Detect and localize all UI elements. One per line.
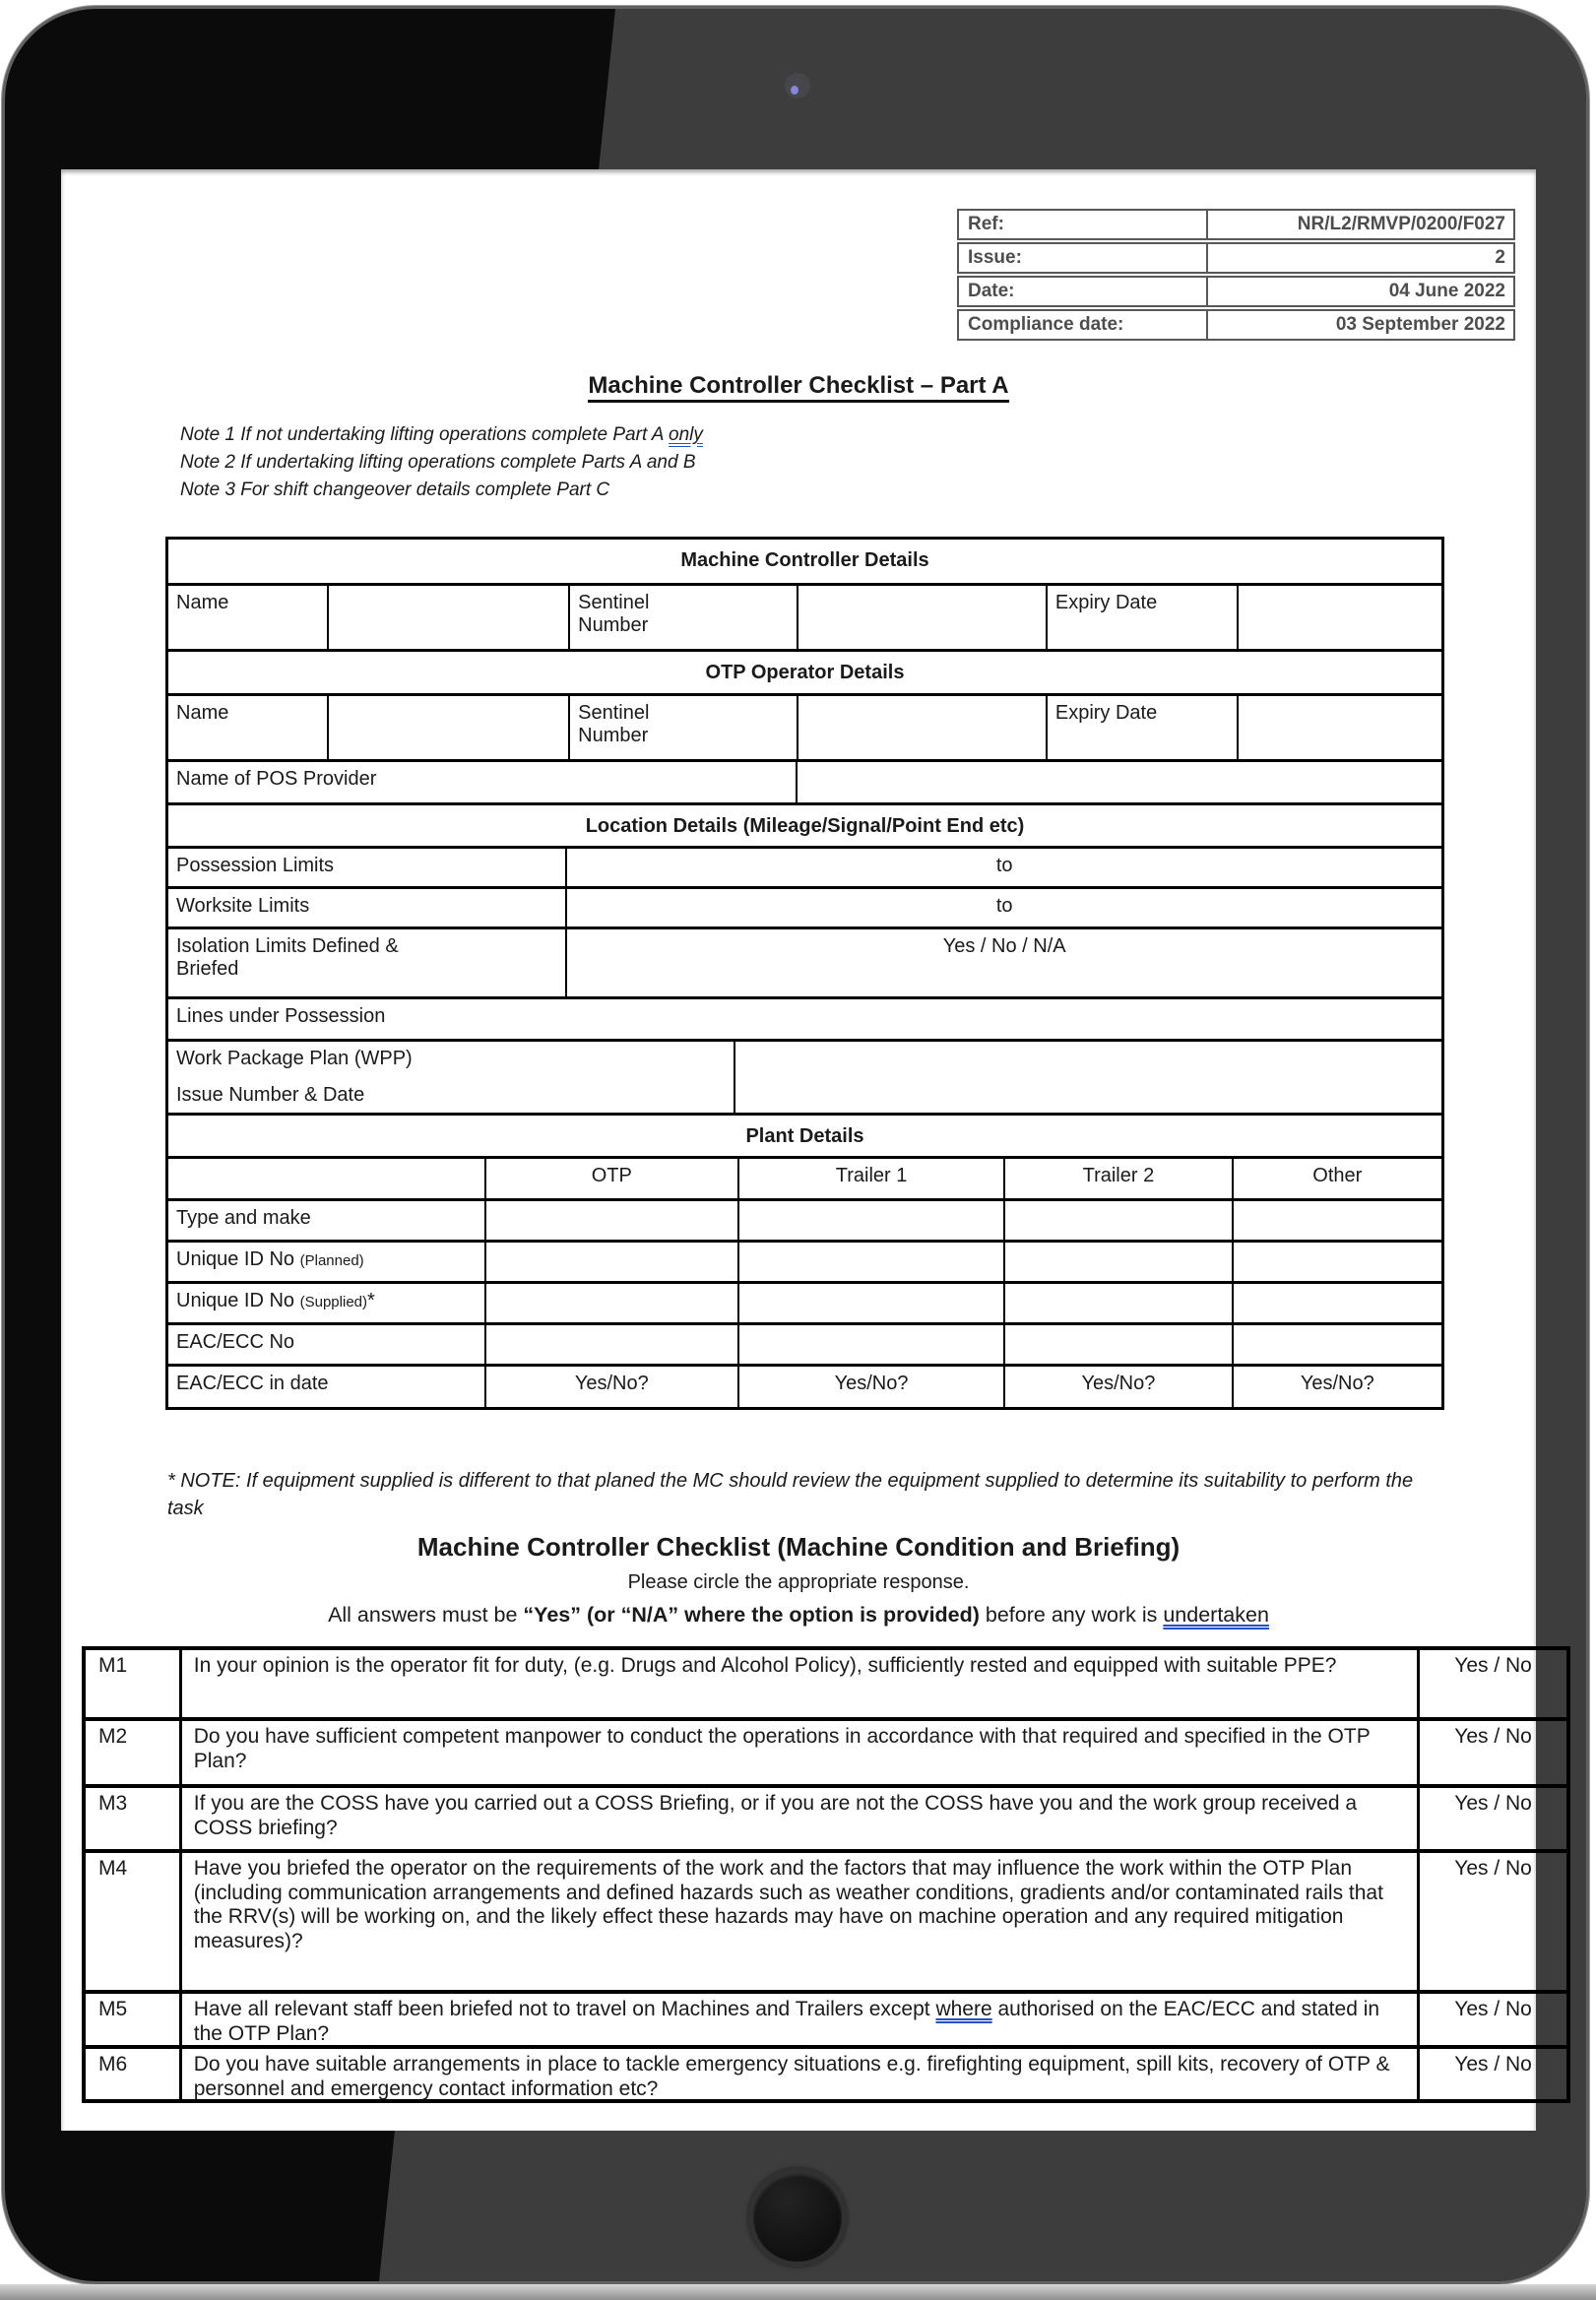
expiry-input-cell bbox=[1237, 586, 1441, 649]
name-label: Name bbox=[176, 702, 229, 724]
input-cell bbox=[1003, 1325, 1231, 1364]
type-make-row bbox=[168, 1198, 1441, 1240]
date-label: Date: bbox=[959, 278, 1208, 305]
where-link[interactable]: where bbox=[935, 1998, 992, 2020]
plant-details-header: Plant Details bbox=[745, 1125, 864, 1147]
yes-no-answer: Yes / No bbox=[1417, 2049, 1566, 2099]
question-text: Do you have suitable arrangements in place to tackle emergency situations e.g. firefighting equipment, spill kits, recovery of OTP & personnel and emergency contact information etc? bbox=[179, 2049, 1417, 2099]
checklist-row-m2 bbox=[86, 1717, 1566, 1784]
input-cell bbox=[484, 1243, 737, 1281]
notes-block bbox=[180, 421, 703, 504]
wpp-input-cell bbox=[734, 1042, 1441, 1113]
possession-limits-label: Possession Limits bbox=[176, 855, 335, 876]
instruction-line: All answers must be “Yes” (or “N/A” where the option is provided) before any work is undertaken bbox=[328, 1603, 1269, 1627]
input-cell bbox=[1232, 1284, 1441, 1322]
page-title: Machine Controller Checklist – Part A bbox=[61, 372, 1536, 400]
section-header-row bbox=[168, 649, 1441, 693]
input-cell bbox=[1003, 1201, 1231, 1240]
wpp-label bbox=[168, 1042, 734, 1113]
undertaken-link[interactable]: undertaken bbox=[1163, 1603, 1269, 1627]
reference-table bbox=[957, 209, 1515, 341]
row-id: M1 bbox=[98, 1654, 128, 1677]
row-id: M3 bbox=[98, 1792, 128, 1815]
name-input-cell bbox=[327, 696, 568, 759]
yes-no-answer: Yes / No bbox=[1417, 1721, 1566, 1784]
lines-under-possession-row bbox=[168, 996, 1441, 1039]
plant-col-trailer2: Trailer 2 bbox=[1003, 1159, 1231, 1198]
question-text: Have you briefed the operator on the requirements of the work and the factors that may influence the work within the OTP Plan (including communication arrangements and defined hazards such as weather conditions, gradients and/or contaminated rails that the RRV(s) will be working on, and the likely effect these hazards may have on machine operation and any required mitigation measures)? bbox=[179, 1853, 1417, 1990]
home-button[interactable] bbox=[748, 2168, 847, 2267]
yes-no-answer: Yes / No bbox=[1417, 1788, 1566, 1849]
note-1-link[interactable]: only bbox=[669, 424, 703, 445]
input-cell bbox=[737, 1201, 1003, 1240]
footnote: * NOTE: If equipment supplied is different to that planed the MC should review the equipment supplied to determine its suitability to perform the task bbox=[167, 1470, 1414, 1519]
mc-details-header: Machine Controller Details bbox=[680, 549, 929, 571]
yes-no-cell: Yes/No? bbox=[484, 1367, 737, 1407]
name-label: Name bbox=[176, 592, 229, 613]
document-page bbox=[61, 169, 1536, 2131]
name-input-cell bbox=[327, 586, 568, 649]
isolation-limits-value: Yes / No / N/A bbox=[565, 929, 1441, 996]
eac-ecc-in-date-row bbox=[168, 1364, 1441, 1407]
issue-label: Issue: bbox=[959, 244, 1208, 272]
plant-col-other: Other bbox=[1232, 1159, 1441, 1198]
input-cell bbox=[484, 1201, 737, 1240]
input-cell bbox=[737, 1284, 1003, 1322]
row-id: M2 bbox=[98, 1725, 128, 1748]
possession-limits-row bbox=[168, 846, 1441, 886]
note-1: Note 1 If not undertaking lifting operations complete Part A only bbox=[180, 424, 703, 445]
checklist-row-m3 bbox=[86, 1784, 1566, 1849]
sentinel-input-cell bbox=[797, 696, 1046, 759]
row-id: M5 bbox=[98, 1998, 128, 2020]
plant-columns-row bbox=[168, 1156, 1441, 1198]
yes-no-cell: Yes/No? bbox=[1232, 1367, 1441, 1407]
ref-label: Ref: bbox=[959, 211, 1208, 238]
note-2: Note 2 If undertaking lifting operations complete Parts A and B bbox=[180, 452, 696, 473]
plant-col-trailer1: Trailer 1 bbox=[737, 1159, 1003, 1198]
plant-col-otp: OTP bbox=[484, 1159, 737, 1198]
input-cell bbox=[737, 1325, 1003, 1364]
checklist-row-m6 bbox=[86, 2045, 1566, 2099]
issue-value: 2 bbox=[1495, 247, 1505, 268]
question-text: In your opinion is the operator fit for duty, (e.g. Drugs and Alcohol Policy), sufficiently rested and equipped with suitable PPE? bbox=[179, 1650, 1417, 1717]
table-row bbox=[957, 309, 1515, 341]
expiry-label: Expiry Date bbox=[1046, 696, 1237, 759]
otp-details-header: OTP Operator Details bbox=[705, 662, 905, 683]
section-header-row bbox=[168, 802, 1441, 846]
unique-id-supplied-label: Unique ID No (Supplied)* bbox=[176, 1290, 375, 1311]
yes-no-answer: Yes / No bbox=[1417, 1853, 1566, 1990]
question-text: Do you have sufficient competent manpower to conduct the operations in accordance with that required and specified in the OTP Plan? bbox=[179, 1721, 1417, 1784]
pos-provider-label: Name of POS Provider bbox=[176, 768, 377, 790]
yes-no-cell: Yes/No? bbox=[1003, 1367, 1231, 1407]
sentinel-label: Sentinel Number bbox=[568, 586, 797, 649]
eac-ecc-in-date-label: EAC/ECC in date bbox=[176, 1373, 329, 1394]
section-header-row bbox=[168, 1113, 1441, 1156]
ref-value: NR/L2/RMVP/0200/F027 bbox=[1297, 214, 1505, 234]
question-text: If you are the COSS have you carried out a COSS Briefing, or if you are not the COSS have you and the work group received a COSS briefing? bbox=[179, 1788, 1417, 1849]
otp-name-row bbox=[168, 693, 1441, 759]
eac-ecc-no-label: EAC/ECC No bbox=[176, 1331, 295, 1353]
row-id: M6 bbox=[98, 2053, 128, 2076]
isolation-limits-label: Isolation Limits Defined & Briefed bbox=[176, 935, 399, 980]
possession-limits-value: to bbox=[565, 849, 1441, 886]
worksite-limits-label: Worksite Limits bbox=[176, 895, 310, 917]
unique-id-planned-label: Unique ID No (Planned) bbox=[176, 1248, 364, 1270]
input-cell bbox=[1003, 1243, 1231, 1281]
checklist-table bbox=[82, 1646, 1570, 2103]
input-cell bbox=[484, 1325, 737, 1364]
worksite-limits-row bbox=[168, 886, 1441, 926]
yes-no-answer: Yes / No bbox=[1417, 1994, 1566, 2045]
input-cell bbox=[1232, 1243, 1441, 1281]
section-subheading: Please circle the appropriate response. bbox=[627, 1571, 970, 1593]
pos-provider-row bbox=[168, 759, 1441, 802]
table-row bbox=[957, 242, 1515, 274]
compliance-date-label: Compliance date: bbox=[959, 311, 1208, 339]
pos-provider-input-cell bbox=[796, 762, 1441, 802]
input-cell bbox=[484, 1284, 737, 1322]
eac-ecc-no-row bbox=[168, 1322, 1441, 1364]
note-3: Note 3 For shift changeover details complete Part C bbox=[180, 479, 610, 500]
plant-col-blank bbox=[168, 1159, 484, 1198]
input-cell bbox=[1232, 1201, 1441, 1240]
input-cell bbox=[737, 1243, 1003, 1281]
table-row bbox=[957, 276, 1515, 307]
camera-glint bbox=[791, 86, 798, 95]
yes-no-answer: Yes / No bbox=[1417, 1650, 1566, 1717]
table-row bbox=[957, 209, 1515, 240]
expiry-label: Expiry Date bbox=[1046, 586, 1237, 649]
checklist-row-m4 bbox=[86, 1849, 1566, 1990]
worksite-limits-value: to bbox=[565, 889, 1441, 926]
lines-under-possession-label: Lines under Possession bbox=[176, 1005, 386, 1027]
location-details-header: Location Details (Mileage/Signal/Point End etc) bbox=[585, 815, 1025, 837]
wpp-row bbox=[168, 1039, 1441, 1113]
tablet-bottom-edge bbox=[0, 2284, 1596, 2300]
details-table bbox=[165, 537, 1444, 1410]
checklist-row-m1 bbox=[86, 1650, 1566, 1717]
expiry-input-cell bbox=[1237, 696, 1441, 759]
sentinel-label: Sentinel Number bbox=[568, 696, 797, 759]
type-make-label: Type and make bbox=[176, 1207, 311, 1229]
input-cell bbox=[1003, 1284, 1231, 1322]
unique-id-supplied-row bbox=[168, 1281, 1441, 1322]
wpp-label-line2: Issue Number & Date bbox=[176, 1084, 365, 1106]
input-cell bbox=[1232, 1325, 1441, 1364]
checklist-row-m5 bbox=[86, 1990, 1566, 2045]
unique-id-planned-row bbox=[168, 1240, 1441, 1281]
row-id: M4 bbox=[98, 1857, 128, 1880]
date-value: 04 June 2022 bbox=[1388, 281, 1505, 301]
mc-name-row bbox=[168, 583, 1441, 649]
isolation-limits-row bbox=[168, 926, 1441, 996]
sentinel-input-cell bbox=[797, 586, 1046, 649]
section-header-row bbox=[168, 540, 1441, 583]
wpp-label-line1: Work Package Plan (WPP) bbox=[176, 1048, 413, 1069]
compliance-date-value: 03 September 2022 bbox=[1335, 314, 1505, 335]
yes-no-cell: Yes/No? bbox=[737, 1367, 1003, 1407]
section-heading: Machine Controller Checklist (Machine Condition and Briefing) bbox=[416, 1532, 1181, 1562]
question-text: Have all relevant staff been briefed not to travel on Machines and Trailers except where authorised on the EAC/ECC and stated in the OTP Plan? bbox=[179, 1994, 1417, 2045]
front-camera-icon bbox=[785, 73, 810, 98]
